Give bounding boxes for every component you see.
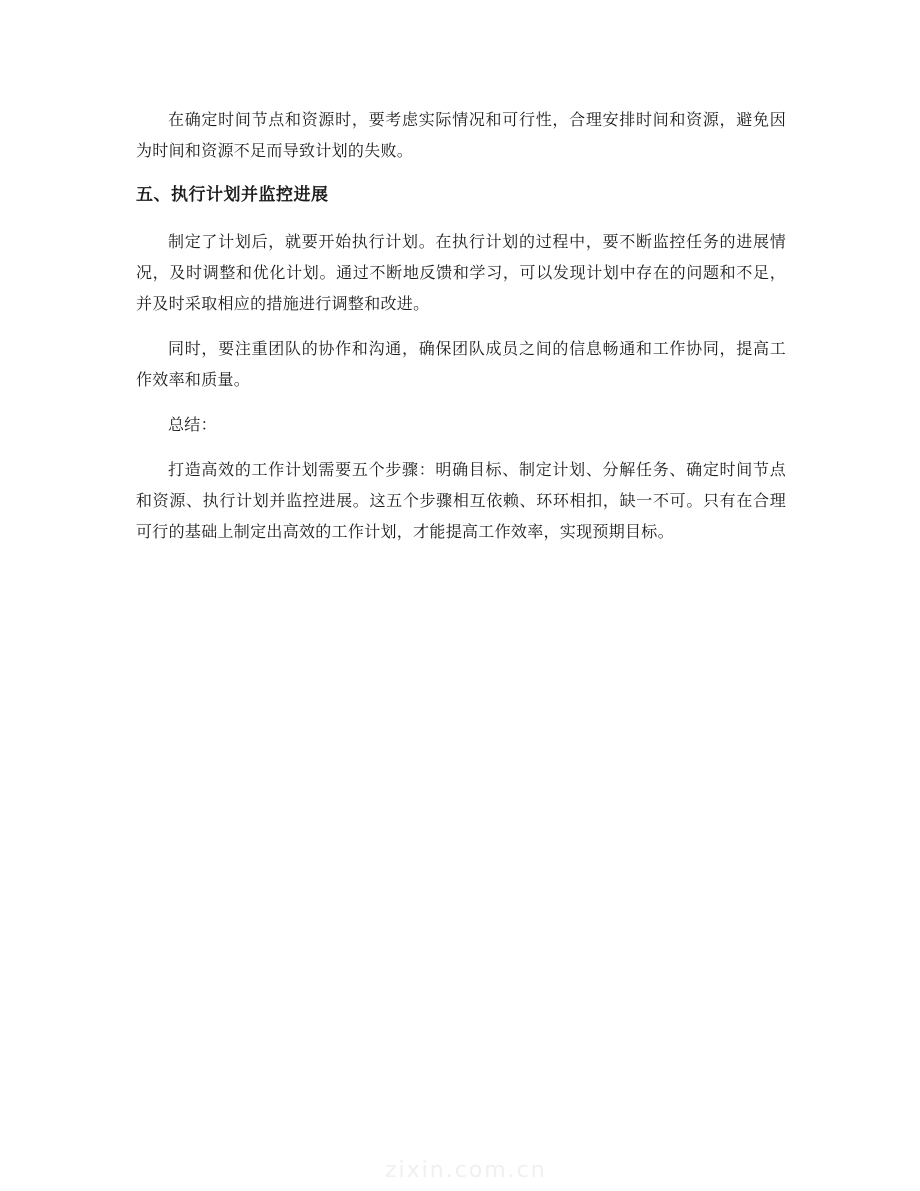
paragraph-execute-plan: 制定了计划后，就要开始执行计划。在执行计划的过程中，要不断监控任务的进展情况，及时调整和优化计划。通过不断地反馈和学习，可以发现计划中存在的问题和不足，并及时采取相应的措施进行调整和改进。: [136, 232, 786, 313]
paragraph-summary-text: 打造高效的工作计划需要五个步骤：明确目标、制定计划、分解任务、确定时间节点和资源、执行计划并监控进展。这五个步骤相互依赖、环环相扣，缺一不可。只有在合理可行的基础上制定出高效的工作计划，才能提高工作效率，实现预期目标。: [136, 460, 786, 541]
section-heading-execute-monitor: 五、执行计划并监控进展: [136, 185, 329, 205]
document-body: [136, 104, 786, 547]
watermark-logo: zixin.com.cn: [385, 1158, 547, 1183]
paragraph-summary-label: 总结：: [168, 415, 217, 434]
paragraph-time-resources: 在确定时间节点和资源时，要考虑实际情况和可行性，合理安排时间和资源，避免因为时间和资源不足而导致计划的失败。: [136, 110, 786, 160]
paragraph-team-collaboration: 同时，要注重团队的协作和沟通，确保团队成员之间的信息畅通和工作协同，提高工作效率和质量。: [136, 339, 786, 389]
